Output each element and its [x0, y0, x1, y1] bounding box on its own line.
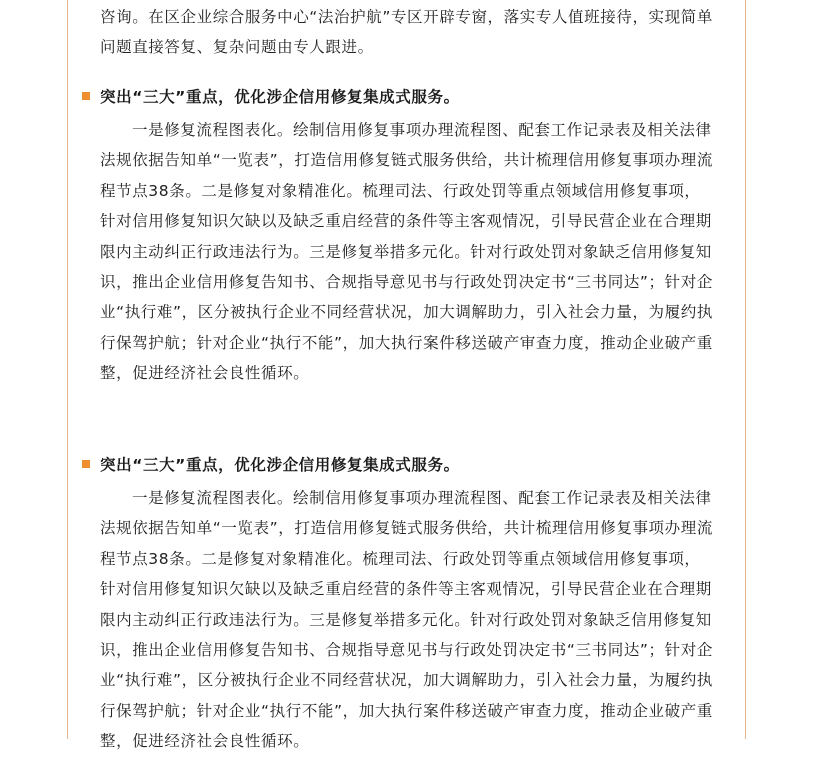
section-heading: [68, 450, 745, 480]
section-heading-text: 突出“三大”重点，优化涉企信用修复集成式服务。: [100, 88, 460, 106]
article-panel: [67, 0, 746, 751]
intro-block: [68, 2, 745, 63]
section-heading: [68, 82, 745, 112]
section-2: [68, 450, 745, 757]
intro-paragraph: 咨询。在区企业综合服务中心“法治护航”专区开辟专窗，落实专人值班接待，实现简单问题直接答复、复杂问题由专人跟进。: [100, 8, 713, 57]
square-bullet-icon: [82, 92, 90, 100]
square-bullet-icon: [82, 460, 90, 468]
section-1: [68, 82, 745, 389]
section-heading-text: 突出“三大”重点，优化涉企信用修复集成式服务。: [100, 456, 460, 474]
section-body: 一是修复流程图表化。绘制信用修复事项办理流程图、配套工作记录表及相关法律法规依据告知单“一览表”，打造信用修复链式服务供给，共计梳理信用修复事项办理流程节点38条。二是修复对象精准化。梳理司法、行政处罚等重点领域信用修复事项，针对信用修复知识欠缺以及缺乏重启经营的条件等主客观情况，引导民营企业在合理期限内主动纠正行政违法行为。三是修复举措多元化。针对行政处罚对象缺乏信用修复知识，推出企业信用修复告知书、合规指导意见书与行政处罚决定书“三书同达”；针对企业“执行难”，区分被执行企业不同经营状况，加大调解助力，引入社会力量，为履约执行保驾护航；针对企业“执行不能”，加大执行案件移送破产审查力度，推动企业破产重整，促进经济社会良性循环。: [100, 121, 713, 383]
section-body: 一是修复流程图表化。绘制信用修复事项办理流程图、配套工作记录表及相关法律法规依据告知单“一览表”，打造信用修复链式服务供给，共计梳理信用修复事项办理流程节点38条。二是修复对象精准化。梳理司法、行政处罚等重点领域信用修复事项，针对信用修复知识欠缺以及缺乏重启经营的条件等主客观情况，引导民营企业在合理期限内主动纠正行政违法行为。三是修复举措多元化。针对行政处罚对象缺乏信用修复知识，推出企业信用修复告知书、合规指导意见书与行政处罚决定书“三书同达”；针对企业“执行难”，区分被执行企业不同经营状况，加大调解助力，引入社会力量，为履约执行保驾护航；针对企业“执行不能”，加大执行案件移送破产审查力度，推动企业破产重整，促进经济社会良性循环。: [100, 489, 713, 751]
